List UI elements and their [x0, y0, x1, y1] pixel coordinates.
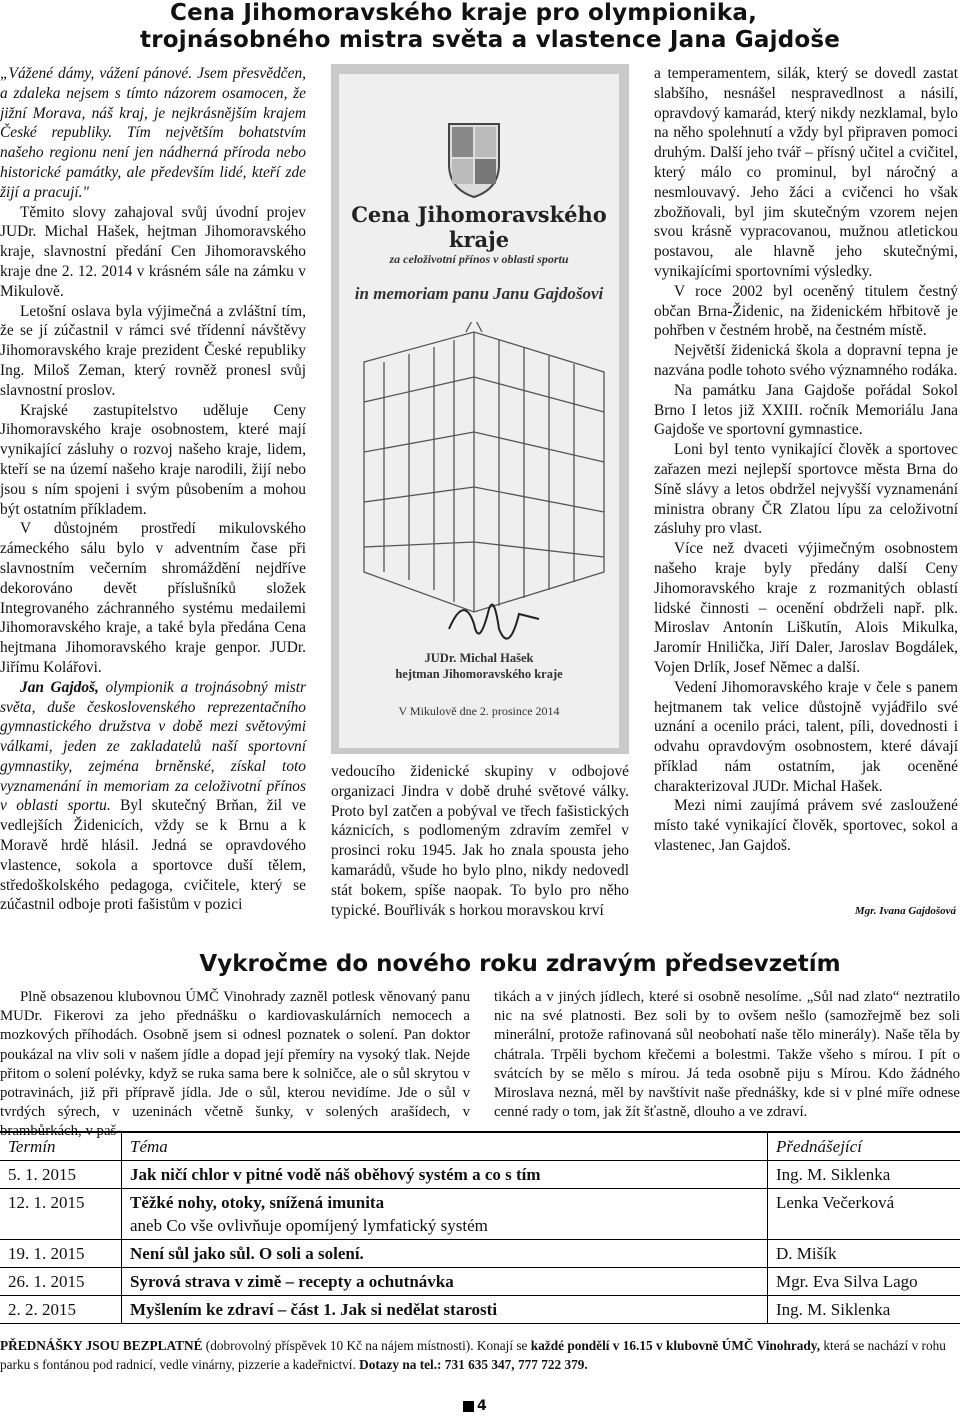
coat-of-arms-icon: [444, 119, 504, 199]
award-subtitle: za celoživotní přínos v oblasti sportu: [389, 252, 569, 266]
page-number-text: 4: [477, 1398, 487, 1414]
signatory-role: hejtman Jihomoravského kraje: [395, 667, 563, 681]
paragraph: V důstojném prostředí mikulovského zámeckého sálu bylo v adventním čase při slavnostním večerním shromáždění nejdříve dekorováno devět příslušníků složek Integrovaného záchranného systému medailemi Jihomoravského kraje, a také byla předána Cena hejtmana Jihomoravského kraje genpor. JUDr. Jiřímu Kolářovi.: [0, 520, 306, 676]
row-lecturer: Ing. M. Siklenka: [768, 1296, 960, 1324]
paragraph: Letošní oslava byla výjimečná a zvláštní tím, že se jí zúčastnil v rámci své třídenní návštěvy Jihomoravského kraje prezident České republiky Ing. Miloš Zeman, který rovněž pronesl svůj slavnostní proslov.: [0, 302, 306, 399]
award-card: [339, 74, 619, 748]
paragraph: Krajské zastupitelstvo uděluje Ceny Jihomoravského kraje osobnostem, které mají vynikající zásluhy o rozvoj našeho kraje, lidem, kteří se na území našeho kraje narodili, žijí nebo jsou s ním spojeni i svým působením a mohou být ostatním příkladem.: [0, 401, 306, 518]
row-lecturer: Ing. M. Siklenka: [768, 1161, 960, 1189]
free-notice: PŘEDNÁŠKY JSOU BEZPLATNÉ: [0, 1338, 203, 1353]
schedule-notice: každé pondělí v 16.15 v klubovně ÚMČ Vinohrady,: [530, 1338, 821, 1353]
row-topic-sub: aneb Co vše ovlivňuje opomíjený lymfatický systém: [130, 1216, 488, 1235]
row-date: 5. 1. 2015: [0, 1161, 122, 1189]
regular-text: Byl skutečný Brňan, žil ve vedlejších Židenicích, vždy se k Brnu a k Moravě hrdě hlásil. Jedná se opravdového vlastence, sokola a sportovce duší tělem, středoškolského pedagoga, cvičitele, který se zúčastnil odboje proti fašistům v pozici: [0, 797, 306, 914]
header-lecturer: Přednášející: [768, 1132, 960, 1161]
table-header-row: [0, 1132, 960, 1161]
article-column-3: [654, 64, 958, 856]
row-date: 12. 1. 2015: [0, 1189, 122, 1240]
table-row: [0, 1296, 960, 1324]
paragraph: Největší židenická škola a dopravní tepna je nazvána podle tohoto svého významného rodáka.: [654, 342, 958, 379]
building-drawing: [354, 322, 614, 622]
article-title-line2: trojnásobného mistra světa a vlastence Jana Gajdoše: [140, 27, 841, 53]
paragraph: Těmito slovy zahajoval svůj úvodní projev JUDr. Michal Hašek, hejtman Jihomoravského kraje, slavnostní předání Cen Jihomoravského kraje dne 2. 12. 2014 v krásném sále na zámku v Mikulově.: [0, 203, 306, 300]
italic-text: olympionik a trojnásobný mistr světa, duše československého reprezentačního gymnastického družstva v době mezi světovými válkami, jeden ze zakladatelů naší sportovní gymnastiky, zejména brněnské, získal toto vyznamenání in memoriam za celoživotní přínos v oblasti sportu.: [0, 678, 306, 815]
header-date: Termín: [0, 1132, 122, 1161]
table-row: [0, 1161, 960, 1189]
header-topic: Téma: [122, 1132, 768, 1161]
square-icon: [463, 1401, 474, 1412]
row-topic: [122, 1189, 768, 1240]
award-date: V Mikulově dne 2. prosince 2014: [398, 704, 560, 718]
article2-title: Vykročme do nového roku zdravým předsevzetím: [199, 951, 841, 977]
article-column-1: [0, 64, 306, 915]
paragraph: Na památku Jana Gajdoše pořádal Sokol Brno I letos již XXIII. ročník Memoriálu Jana Gajdoše ve sportovní gymnastice.: [654, 381, 958, 439]
row-topic: Myšlením ke zdraví – část 1. Jak si nedělat starosti: [122, 1296, 768, 1324]
row-topic: Syrová strava v zimě – recepty a ochutnávka: [122, 1268, 768, 1296]
table-row: [0, 1189, 960, 1240]
footer-text: která se nachází v rohu parku s fontánou pod radnicí, vedle vinárny, pizzerie a kadeřnictví.: [0, 1338, 946, 1372]
award-title: Cena Jihomoravského kraje: [351, 202, 607, 252]
row-topic: Není sůl jako sůl. O soli a solení.: [122, 1240, 768, 1268]
row-topic: Jak ničí chlor v pitné vodě náš oběhový systém a co s tím: [122, 1161, 768, 1189]
article2-left-column: Plně obsazenou klubovnou ÚMČ Vinohrady zazněl potlesk věnovaný panu MUDr. Fikerovi za jeho přednášku o kardiovaskulárních nemocech a mozkových příhodách. Osobně jsem si odnesl poznatek o solení. Pan doktor poukázal na vliv soli v našem jídle a dopad její přemíry na vysoký tlak. Nejde přitom o solení polévky, když se ruka sama bere k solničce, ale o sůl skrytou v potravinách, již při přípravě jídla. Jde o sůl, kterou nevidíme. Jde o sůl v tvrdých sýrech, v uzeninách včetně šunky, v solených arašídech, v brambůrkách, v paš-: [0, 989, 470, 1140]
quote-paragraph: „Vážené dámy, vážení pánové. Jsem přesvědčen, a zdaleka nejsem s tímto názorem osamocen, že jižní Morava, náš kraj, je nejkrásnějším krajem České republiky. Tím největším bohatstvím našeho regionu není jen nádherná příroda nebo historické památky, ale především lidé, kteří zde žijí a pracují.": [0, 65, 306, 201]
table-row: [0, 1268, 960, 1296]
paragraph: a temperamentem, silák, který se dovedl zastat slabšího, nesnášel nespravedlnost a násilí, opravdový kamarád, který nikdy nezklamal, bylo na něho spolehnutí a vždy byl připraven pomoci druhým. Další jeho tvář – přísný učitel a cvičitel, který málo co prominul, byl náročný a nesmlouvavý. Jeho žáci a cvičenci ho však zbožňovali, byl jim skutečným vzorem nejen svou krásně vypracovanou, mužnou atletickou postavou, ale hlavně jeho skutečnými, vynikajícími sportovními výsledky.: [654, 65, 958, 280]
paragraph: Vedení Jihomoravského kraje v čele s panem hejtmanem tak velice důstojně vyjádřilo své uznání a ocenilo práci, talent, píli, dovednosti i odvahu opravdovým osobnostem, které dávají příklad nám ostatním, jak oceněné charakterizoval JUDr. Michal Hašek.: [654, 678, 958, 795]
article-title: [0, 0, 960, 54]
row-date: 26. 1. 2015: [0, 1268, 122, 1296]
table-row: [0, 1240, 960, 1268]
row-topic-main: Těžké nohy, otoky, snížená imunita: [130, 1193, 385, 1212]
paragraph: Více než dvaceti výjimečným osobnostem našeho kraje byly předány další Ceny Jihomoravského kraje z rozmanitých oblastí lidské činnosti – ocenění obdrželi např. plk. Miroslav Antonín Liškutín, Alois Mikulka, Jaromír Hnilička, Jiří Daler, Jaroslav Bogdálek, Vojen Drlík, Josef Němec a další.: [654, 540, 958, 676]
row-lecturer: Lenka Večerková: [768, 1189, 960, 1240]
award-photo: [331, 64, 629, 754]
paragraph-gajdos: [0, 678, 306, 916]
article-author: Mgr. Ivana Gajdošová: [854, 905, 956, 917]
name-bold: Jan Gajdoš,: [20, 678, 99, 696]
article2-right-column: tikách a v jiných jídlech, které si osobně nesolíme. „Sůl nad zlato“ neztratilo nic na své platnosti. Bez soli by to ovšem nešlo (samozřejmě bez soli minerální, protože rafinovaná sůl neobohatí naše tělo minerály). Naše těla by chátrala. Trpěli bychom křečemi a bolestmi. Takže všeho s mírou. I pít o svátcích by se mělo s mírou. Já teda osobně piju s Mírou. Kdo žádného Miroslava nezná, měl by navštívit naše přednášky, kde si v plné míře odnese cenné rady o tom, jak žít šťastně, dlouho a ve zdraví.: [494, 989, 960, 1121]
award-dedication: in memoriam panu Janu Gajdošovi: [354, 284, 604, 303]
row-date: 19. 1. 2015: [0, 1240, 122, 1268]
page-number: [460, 1398, 487, 1414]
row-date: 2. 2. 2015: [0, 1296, 122, 1324]
footer-text: (dobrovolný příspěvek 10 Kč na nájem místnosti). Konají se: [202, 1338, 531, 1353]
paragraph: vedoucího židenické skupiny v odbojové organizaci Jindra v době druhé světové války. Proto byl zatčen a pobýval ve třech fašistických káznicích, s podlomeným zdravím zemřel v prosinci roku 1945. Jak ho znala spousta jeho kamarádů, všude ho bylo plno, nikdy nedovedl stát bokem, spíše naopak. To bylo pro něho typické. Bouřlivák s horkou moravskou krví: [331, 763, 629, 919]
lecture-info-footer: [0, 1336, 960, 1374]
signature-icon: [439, 589, 549, 659]
article-column-2: [331, 762, 629, 920]
article-title-line1: Cena Jihomoravského kraje pro olympionika,: [170, 0, 758, 26]
signatory-name: JUDr. Michal Hašek: [424, 651, 534, 665]
contact-phone: Dotazy na tel.: 731 635 347, 777 722 379.: [359, 1357, 588, 1372]
paragraph: V roce 2002 byl oceněný titulem čestný občan Brna-Židenic, na židenickém hřbitově je pohřben v čestném hrobě, na čestném místě.: [654, 282, 958, 340]
paragraph: Loni byl tento vynikající člověk a sportovec zařazen mezi nejlepší sportovce města Brna do Síně slávy a letos obdržel nejvyšší vyznamenání ministra obrany ČR Zlatou lípu za celoživotní zásluhy pro vlast.: [654, 441, 958, 538]
paragraph: Mezi nimi zaujímá právem své zasloužené místo také vynikající člověk, sportovec, sokol a vlastenec, Jan Gajdoš.: [654, 797, 958, 855]
row-lecturer: Mgr. Eva Silva Lago: [768, 1268, 960, 1296]
lecture-schedule-table: [0, 1131, 960, 1324]
row-lecturer: D. Mišík: [768, 1240, 960, 1268]
